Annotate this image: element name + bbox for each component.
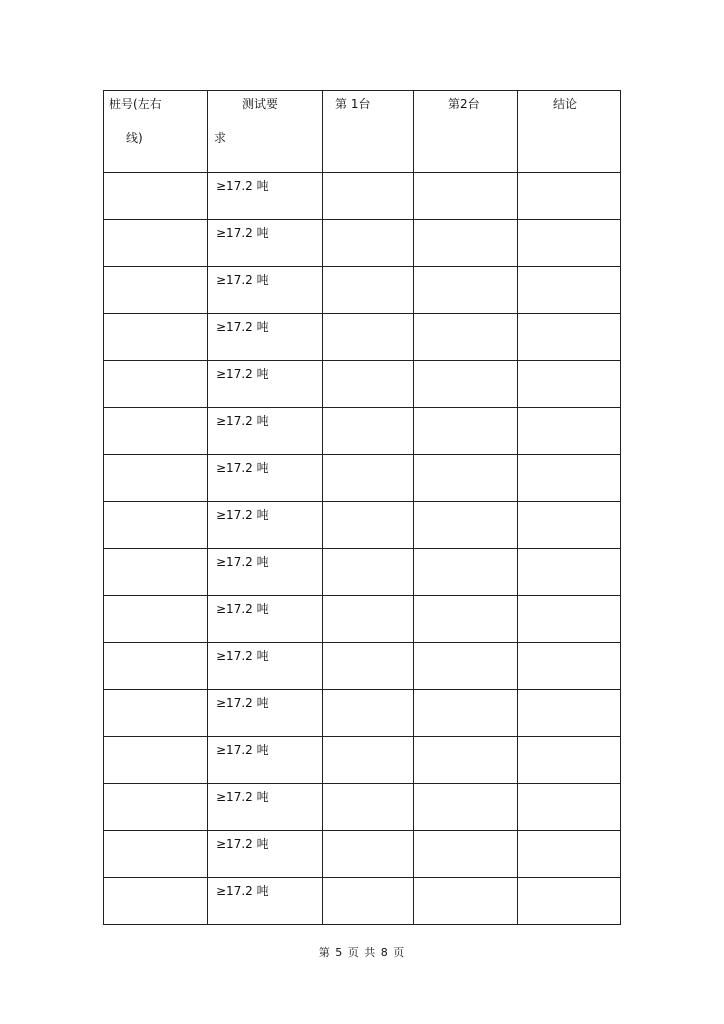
- header-pile-number: [104, 91, 208, 173]
- cell-machine-1: [323, 220, 414, 267]
- cell-pile-number: [104, 220, 208, 267]
- cell-conclusion: [518, 549, 621, 596]
- cell-pile-number: [104, 502, 208, 549]
- cell-conclusion: [518, 878, 621, 925]
- cell-pile-number: [104, 314, 208, 361]
- cell-machine-2: [414, 549, 518, 596]
- cell-machine-2: [414, 455, 518, 502]
- cell-pile-number: [104, 408, 208, 455]
- cell-machine-2: [414, 596, 518, 643]
- header-conclusion-label: 结论: [553, 97, 578, 111]
- cell-test-requirement: [208, 361, 323, 408]
- cell-machine-1: [323, 784, 414, 831]
- table-row: [104, 502, 621, 549]
- header-test-requirement-line1: 测试要: [242, 97, 279, 111]
- requirement-value: ≥17.2 吨: [216, 884, 269, 898]
- table-row: [104, 878, 621, 925]
- cell-pile-number: [104, 455, 208, 502]
- cell-machine-1: [323, 314, 414, 361]
- requirement-value: ≥17.2 吨: [216, 226, 269, 240]
- header-test-requirement-line2: 求: [214, 131, 227, 145]
- cell-machine-2: [414, 878, 518, 925]
- cell-machine-2: [414, 361, 518, 408]
- cell-pile-number: [104, 549, 208, 596]
- cell-machine-1: [323, 267, 414, 314]
- requirement-value: ≥17.2 吨: [216, 555, 269, 569]
- cell-conclusion: [518, 455, 621, 502]
- requirement-value: ≥17.2 吨: [216, 743, 269, 757]
- cell-test-requirement: [208, 549, 323, 596]
- cell-machine-2: [414, 220, 518, 267]
- cell-conclusion: [518, 361, 621, 408]
- table-body: [104, 91, 621, 925]
- requirement-value: ≥17.2 吨: [216, 696, 269, 710]
- cell-machine-1: [323, 408, 414, 455]
- cell-test-requirement: [208, 314, 323, 361]
- cell-machine-1: [323, 549, 414, 596]
- cell-test-requirement: [208, 831, 323, 878]
- header-pile-number-line1: 桩号(左右: [109, 97, 162, 111]
- cell-conclusion: [518, 408, 621, 455]
- cell-pile-number: [104, 784, 208, 831]
- requirement-value: ≥17.2 吨: [216, 837, 269, 851]
- requirement-value: ≥17.2 吨: [216, 649, 269, 663]
- cell-machine-2: [414, 173, 518, 220]
- cell-machine-2: [414, 831, 518, 878]
- cell-pile-number: [104, 878, 208, 925]
- cell-machine-1: [323, 831, 414, 878]
- requirement-value: ≥17.2 吨: [216, 508, 269, 522]
- cell-machine-1: [323, 737, 414, 784]
- cell-conclusion: [518, 173, 621, 220]
- cell-pile-number: [104, 643, 208, 690]
- cell-test-requirement: [208, 878, 323, 925]
- table-row: [104, 455, 621, 502]
- table-row: [104, 549, 621, 596]
- cell-machine-1: [323, 596, 414, 643]
- requirement-value: ≥17.2 吨: [216, 367, 269, 381]
- cell-test-requirement: [208, 173, 323, 220]
- header-machine-2-label: 第2台: [448, 97, 480, 111]
- cell-test-requirement: [208, 643, 323, 690]
- cell-machine-2: [414, 784, 518, 831]
- cell-pile-number: [104, 361, 208, 408]
- cell-conclusion: [518, 737, 621, 784]
- cell-machine-1: [323, 455, 414, 502]
- cell-test-requirement: [208, 220, 323, 267]
- requirement-value: ≥17.2 吨: [216, 461, 269, 475]
- cell-machine-1: [323, 361, 414, 408]
- cell-pile-number: [104, 596, 208, 643]
- cell-machine-2: [414, 502, 518, 549]
- requirement-value: ≥17.2 吨: [216, 790, 269, 804]
- table-row: [104, 220, 621, 267]
- table-row: [104, 173, 621, 220]
- requirement-value: ≥17.2 吨: [216, 179, 269, 193]
- cell-pile-number: [104, 173, 208, 220]
- cell-machine-2: [414, 408, 518, 455]
- cell-machine-2: [414, 314, 518, 361]
- table-row: [104, 314, 621, 361]
- cell-test-requirement: [208, 737, 323, 784]
- cell-conclusion: [518, 596, 621, 643]
- table-header-row: [104, 91, 621, 173]
- table-row: [104, 361, 621, 408]
- table-row: [104, 596, 621, 643]
- table-row: [104, 690, 621, 737]
- cell-test-requirement: [208, 408, 323, 455]
- cell-test-requirement: [208, 267, 323, 314]
- header-machine-1-label: 第 1台: [335, 97, 371, 111]
- cell-machine-1: [323, 643, 414, 690]
- table-row: [104, 784, 621, 831]
- cell-machine-1: [323, 878, 414, 925]
- cell-machine-2: [414, 690, 518, 737]
- cell-machine-1: [323, 173, 414, 220]
- header-conclusion: [518, 91, 621, 173]
- requirement-value: ≥17.2 吨: [216, 273, 269, 287]
- cell-machine-2: [414, 643, 518, 690]
- cell-test-requirement: [208, 784, 323, 831]
- cell-test-requirement: [208, 455, 323, 502]
- cell-machine-2: [414, 737, 518, 784]
- cell-conclusion: [518, 784, 621, 831]
- cell-test-requirement: [208, 596, 323, 643]
- requirement-value: ≥17.2 吨: [216, 414, 269, 428]
- page-footer: 第 5 页 共 8 页: [318, 946, 406, 959]
- table-row: [104, 831, 621, 878]
- cell-machine-2: [414, 267, 518, 314]
- cell-conclusion: [518, 220, 621, 267]
- header-test-requirement: [208, 91, 323, 173]
- table-row: [104, 643, 621, 690]
- cell-conclusion: [518, 314, 621, 361]
- cell-conclusion: [518, 831, 621, 878]
- cell-pile-number: [104, 831, 208, 878]
- cell-pile-number: [104, 690, 208, 737]
- header-pile-number-line2: 线): [126, 131, 143, 145]
- requirement-value: ≥17.2 吨: [216, 320, 269, 334]
- cell-conclusion: [518, 643, 621, 690]
- cell-pile-number: [104, 267, 208, 314]
- cell-test-requirement: [208, 502, 323, 549]
- cell-test-requirement: [208, 690, 323, 737]
- table-row: [104, 737, 621, 784]
- cell-conclusion: [518, 502, 621, 549]
- cell-machine-1: [323, 502, 414, 549]
- cell-conclusion: [518, 690, 621, 737]
- header-machine-1: [323, 91, 414, 173]
- cell-pile-number: [104, 737, 208, 784]
- test-record-table: [103, 90, 621, 925]
- table-row: [104, 408, 621, 455]
- header-machine-2: [414, 91, 518, 173]
- cell-machine-1: [323, 690, 414, 737]
- cell-conclusion: [518, 267, 621, 314]
- table-row: [104, 267, 621, 314]
- requirement-value: ≥17.2 吨: [216, 602, 269, 616]
